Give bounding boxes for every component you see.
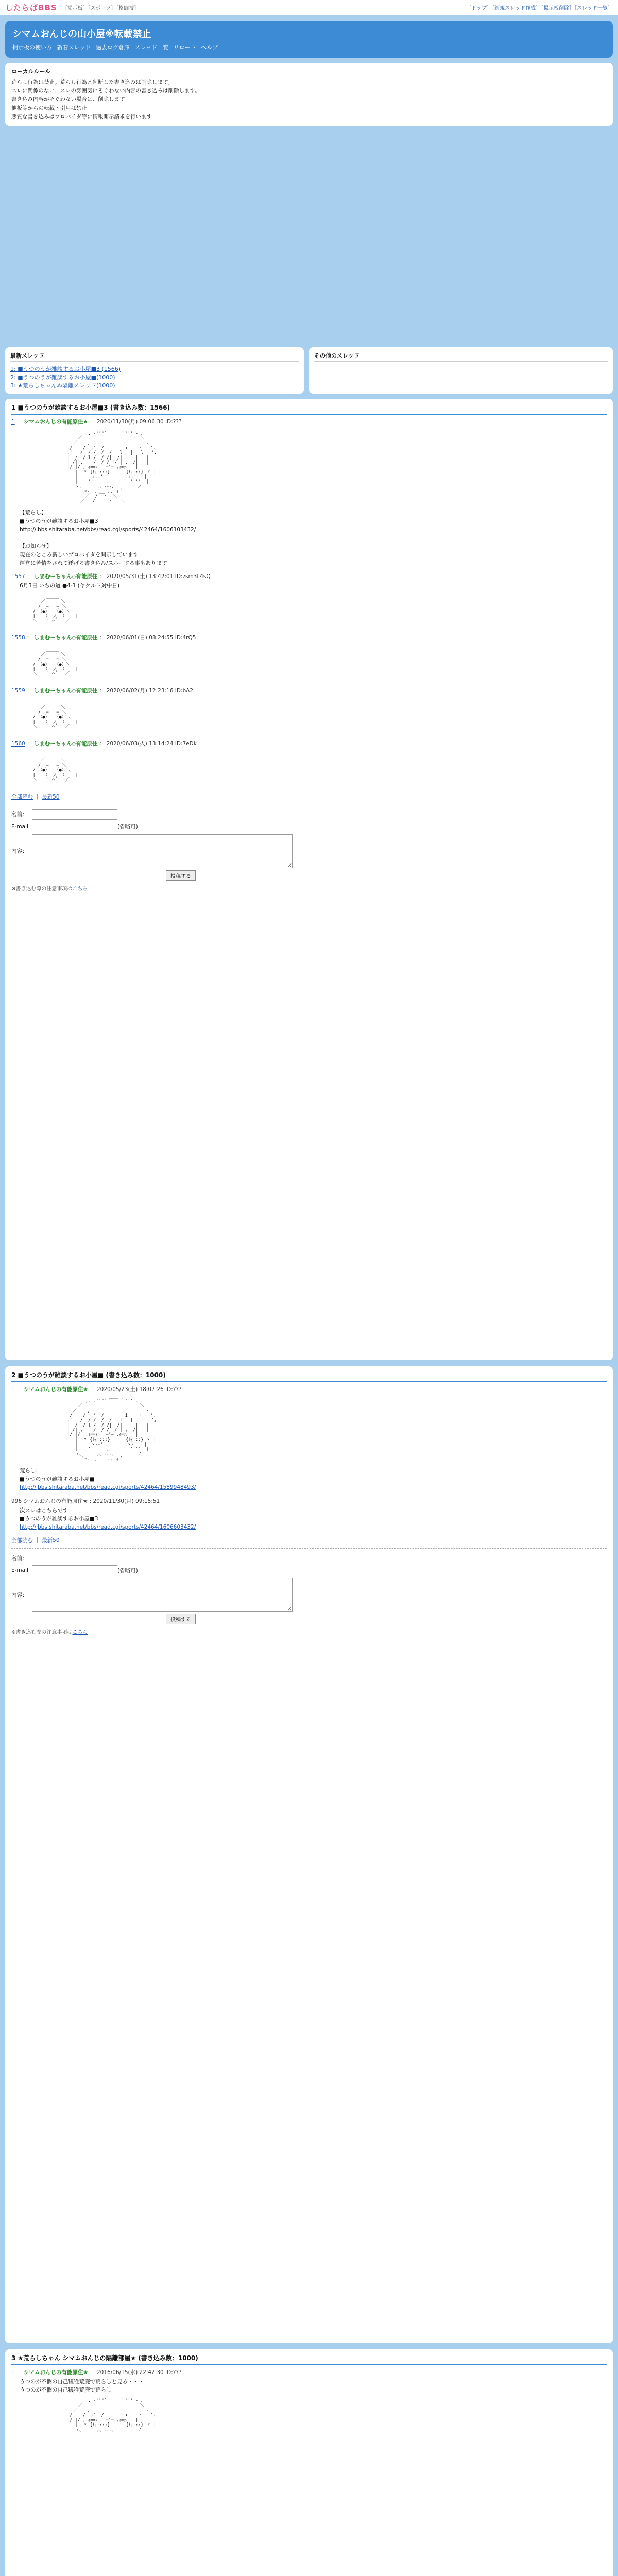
post (11, 418, 607, 568)
post-date: 2020/06/03(火) 13:14:24 (106, 740, 174, 747)
menu-link[interactable]: リロード (173, 44, 196, 51)
post (11, 1385, 607, 1492)
post-header: 996 シマムおんじの有能原住★ : 2020/11/30(月) 09:15:51 (11, 1498, 160, 1504)
post-line: 荒らし: (20, 1467, 38, 1474)
post-number[interactable]: 1560 (11, 740, 25, 747)
post-date: 2020/06/02(月) 12:23:16 (106, 688, 174, 694)
post-body: 6月3日 いちの道 ●4-1 (ヤクルト対中日) (20, 583, 120, 589)
main-wrap (5, 21, 613, 2576)
name-label: 名前： (11, 1555, 28, 1562)
thread-nav: 全部読む ｜ 最新50 (11, 1537, 60, 1544)
post-name: シマムおんじの有能原住★ (23, 1386, 88, 1393)
other-threads-box (309, 347, 613, 394)
thread-nav: 全部読む ｜ 最新50 (11, 793, 60, 800)
posting-note: ※書き込む際の注意事項はこちら (11, 886, 88, 892)
menu-link[interactable]: ヘルプ (201, 44, 218, 51)
sage-note: (省略可) (117, 824, 138, 831)
post-date: 2020/05/23(土) 18:07:26 (96, 1386, 164, 1393)
post-name: しまむーちゃん◇有能原住 (33, 688, 98, 694)
body-textarea[interactable] (32, 834, 293, 868)
latest-50-link[interactable]: 最新50 (42, 793, 60, 800)
post-line: うつのが不憫の自己犠牲荒廃で荒らし (20, 2386, 112, 2393)
thread-title[interactable]: 2 ■うつのうが雑談するお小屋■ (書き込み数：1000) (11, 1370, 607, 1382)
read-all-link[interactable]: 全部読む (11, 793, 33, 800)
thread-1 (5, 399, 613, 1360)
post-number[interactable]: 1558 (11, 635, 25, 641)
local-rules-title: ローカルルール (11, 68, 51, 75)
submit-button[interactable]: 投稿する (166, 1614, 196, 1624)
post-header: 1 ： シマムおんじの有能原住★ ： 2016/06/15(水) 22:42:30 ID:??? (11, 2369, 182, 2376)
post-id: ID:4rQ5 (175, 635, 196, 641)
post-header: 1558 ： しまむーちゃん◇有能原住 ： 2020/06/01(日) 08:24:55 ID:4rQ5 (11, 635, 196, 641)
post (11, 2368, 607, 2438)
mail-label: E-mail (11, 1567, 28, 1574)
post-name: シマムおんじの有能原住★ (23, 418, 88, 425)
thread-link[interactable]: 3: ★荒らしちゃんぬ隔離スレッド(1000) (10, 382, 115, 389)
menu-link[interactable]: スレッド一覧 (134, 44, 169, 51)
post (11, 1497, 607, 1532)
post-header: 1 ： シマムおんじの有能原住★ ： 2020/11/30(月) 09:06:30 ID:??? (11, 418, 182, 425)
ascii-art: ＿＿＿ ／ ＼ / ─ ─ ＼ / （●） （●）＼ | （__人__） | ＼ ｀ ⌒´ ／ (32, 753, 78, 783)
post-name: シマムおんじの有能原住★ (23, 2369, 88, 2376)
ascii-art: ＿＿＿ ／ ＼ / ─ ─ ＼ / （●） （●）＼ | （__人__） | ＼ ｀ ⌒´ ／ (32, 647, 78, 677)
thread-link[interactable]: 1: ■うつのうが雑談するお小屋■3 (1566) (10, 365, 121, 372)
post-number[interactable]: 1 (11, 418, 15, 425)
post-date: 2020/06/01(日) 08:24:55 (106, 635, 174, 641)
post-body: 【荒らし】 ■うつのうが雑談するお小屋■3 http://jbbs.shitaraba.net/bbs/read.cgi/sports/42464/1606103432/ 【お知らせ】 現在のところ新しいプロバイダを開示しています 運営に苦情をされて遂げる書き込み/スルーする事もあります (20, 510, 196, 567)
thread-3 (5, 2349, 613, 2576)
reply-form (11, 1548, 607, 1635)
ascii-art: ＿＿＿ ／ ＼ / ─ ─ ＼ / （●） （●）＼ | （__人__） | ＼ ｀ ⌒´ ／ (32, 594, 78, 624)
post (11, 634, 607, 682)
reply-form (11, 805, 607, 892)
latest-50-link[interactable]: 最新50 (42, 1537, 60, 1544)
posting-note-link[interactable]: こちら (72, 1630, 88, 1636)
post-number[interactable]: 1559 (11, 688, 25, 694)
thread-url-link[interactable]: http://jbbs.shitaraba.net/bbs/read.cgi/sports/42464/1589948493/ (20, 1484, 196, 1491)
post-line: 次スレはこちらです (20, 1507, 68, 1514)
post-name: しまむーちゃん◇有能原住 (33, 740, 98, 747)
post-line: ■うつのうが雑談するお小屋■3 (20, 1515, 98, 1522)
mail-input[interactable] (32, 1565, 117, 1575)
read-all-link[interactable]: 全部読む (11, 1537, 33, 1544)
rule-line: スレに関係のない、スレの雰囲気にそぐわない内容の書き込みは削除します。 (11, 88, 200, 94)
body-label: 内容： (11, 848, 28, 855)
blank-area (5, 131, 613, 347)
body-textarea[interactable] (32, 1578, 293, 1612)
name-input[interactable] (32, 1553, 117, 1563)
ascii-art: ,. ‐''"´ ￣￣ ｀"'' ‐ ､ ／ ＼ ／ , ヽ / / ,' / i ヽ ', ,' / / / / / l | l ', | / / l / / /| /| | | | | /| ,' |/ / / |/ | ,' /| | |/ |/ ,.ｨ==ｧ' ─'─ ,ｨ=ｧ、 | | 〃 {ﾄｨ::::} {ﾄｨ:::} ヾ | | ゝ-‐' ゝ-' | | '''' , '''' | ゝ、 ,、-‐-、 ノ ｀ｰ- ､.__ .. ィ´ ／ / ヽ ＼ ／ / ヽ ＼ (67, 431, 157, 504)
post-number[interactable]: 1557 (11, 573, 25, 580)
post (11, 740, 607, 788)
thread-link[interactable]: 2: ■うつのうが雑談するお小屋■(1000) (10, 374, 115, 381)
posting-note: ※書き込む際の注意事項はこちら (11, 1630, 88, 1636)
latest-threads-box (5, 347, 304, 394)
name-label: 名前： (11, 811, 28, 818)
post-name: しまむーちゃん◇有能原住 (33, 635, 98, 641)
latest-threads-title: 最新スレッド (10, 351, 299, 362)
post-name: しまむーちゃん◇有能原住 (33, 573, 98, 580)
top-right-links[interactable]: ［トップ］［新規スレッド作成］［掲示板削除］［スレッド一覧］ (466, 6, 613, 11)
post-header: 1557 ： しまむーちゃん◇有能原住 ： 2020/05/31(土) 13:42:01 ID:zsm3L4sQ (11, 573, 211, 580)
rule-line: 他板等からの転載・引用は禁止 (11, 105, 87, 111)
rule-line: 書き込み内容がそぐわない場合は、削除します (11, 96, 125, 103)
sage-note: (省略可) (117, 1567, 138, 1574)
post-date: 2016/06/15(水) 22:42:30 (96, 2369, 164, 2376)
post-line: うつのが不憫の自己犠牲荒廃で荒らしと見る・・・ (20, 2378, 144, 2385)
category-links[interactable]: ［掲示板］［スポーツ］［格闘技］ (62, 6, 140, 11)
thread-title[interactable]: 3 ★荒らしちゃん シマムおんじの隔離部屋★ (書き込み数：1000) (11, 2353, 607, 2365)
ascii-art: ,. ‐''"´ ￣￣ ｀"'' ‐ ､ ／ ＼ ／ , ヽ / / ,' / i ヽ ', ,' / / / / / l | l ', | / / l / / /| /| | | | | /| ,' |/ / / |/ | ,' /| | |/ |/ ,.ｨ==ｧ' ─'─ ,ｨ=ｧ、 | | 〃 {ﾄｨ::::} {ﾄｨ:::} ヾ | | ゝ-‐' ゝ-' | | '''' , '''' | ゝ、 ,、-‐-、 ノ ｀ｰ- ､.__ .. ィ´ (67, 1398, 157, 1462)
submit-button[interactable]: 投稿する (166, 870, 196, 881)
ascii-art: ＿＿＿ ／ ＼ / ─ ─ ＼ / （●） （●）＼ | （__人__） | ＼ ｀ ⌒´ ／ (32, 700, 78, 730)
name-input[interactable] (32, 809, 117, 820)
post-date: 2020/05/31(土) 13:42:01 (106, 573, 174, 580)
thread-lists (5, 347, 613, 394)
post-number[interactable]: 1 (11, 2369, 15, 2376)
post-header: 1560 ： しまむーちゃん◇有能原住 ： 2020/06/03(火) 13:14:24 ID:7eDk (11, 740, 197, 747)
mail-input[interactable] (32, 822, 117, 832)
thread-title[interactable]: 1 ■うつのうが雑談するお小屋■3 (書き込み数：1566) (11, 403, 607, 415)
post-id: ID:bA2 (175, 688, 193, 694)
ascii-art: ,. ‐''"´ ￣￣ ｀"'' ‐ ､ ／ ＼ ／ , ヽ / / ,' / i ヽ ', |/ |/ ,.ｨ==ｧ' ─'─ ,ｨ=ｧ、 | | 〃 {ﾄｨ::::} {ﾄｨ:::} ヾ | ゝ、 ,、-‐-、 ノ (67, 2398, 156, 2433)
post-id: ID:??? (165, 1386, 182, 1393)
board-header (5, 21, 613, 58)
menu-link[interactable]: 掲示板の使い方 (12, 44, 52, 51)
rule-line: 荒らし行為は禁止。荒らし行為と判断した書き込みは削除します。 (11, 79, 174, 86)
thread-url-link[interactable]: http://jbbs.shitaraba.net/bbs/read.cgi/sports/42464/1606603432/ (20, 1524, 196, 1531)
top-bar (0, 0, 618, 15)
posting-note-link[interactable]: こちら (72, 886, 88, 892)
local-rules (5, 63, 613, 126)
mail-label: E-mail (11, 823, 28, 830)
post-id: ID:7eDk (175, 740, 197, 747)
board-menu (12, 43, 606, 52)
post-id: ID:zsm3L4sQ (175, 573, 211, 580)
post-id: ID:??? (165, 418, 182, 425)
site-logo[interactable]: したらばBBS (5, 3, 57, 12)
post-date: 2020/11/30(月) 09:06:30 (96, 418, 164, 425)
post (11, 572, 607, 629)
post-id: ID:??? (165, 2369, 182, 2376)
other-threads-title: その他のスレッド (314, 351, 608, 362)
post-line: ■うつのうが雑談するお小屋■ (20, 1476, 95, 1482)
rule-line: 悪質な書き込みはプロバイダ等に情報開示請求を行います (11, 113, 152, 120)
post-header: 1 ： シマムおんじの有能原住★ ： 2020/05/23(土) 18:07:26 ID:??? (11, 1386, 182, 1393)
board-title: シマムおんじの山小屋※転載禁止 (12, 29, 151, 40)
post-number[interactable]: 1 (11, 1386, 15, 1393)
thread-2 (5, 1366, 613, 2343)
body-label: 内容： (11, 1591, 28, 1598)
menu-link[interactable]: 新着スレッド (57, 44, 91, 51)
post-header: 1559 ： しまむーちゃん◇有能原住 ： 2020/06/02(月) 12:23:16 ID:bA2 (11, 688, 193, 694)
post (11, 687, 607, 735)
menu-link[interactable]: 過去ログ倉庫 (95, 44, 130, 51)
